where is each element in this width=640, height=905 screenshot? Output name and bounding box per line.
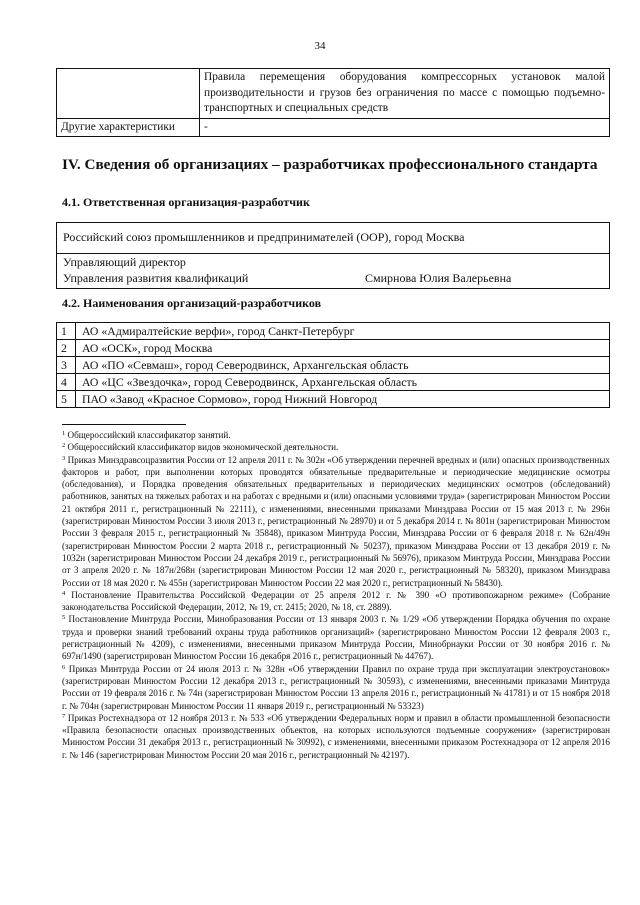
page-number: 34	[314, 40, 326, 52]
footnote-text: Приказ Минздравсоцразвития России от 12 апреля 2011 г. № 302н «Об утверждении перечней вредных и (или) опасных производственных факторов и работ, при выполнении которых проводятся обязательные предварительные и периодические медицинские осмотры (обследования), и Порядка проведения обязательных предварительных и периодических медицинских осмотров (обследований) работников, занятых на тяжелых работах и на работах с вредными и (или) опасными условиями труда» (зарегистрирован Минюстом России 21 октября 2011 г., регистрационный № 22111), с изменениями, внесенными приказами Минздрава России от 15 мая 2013 г. № 296н (зарегистрирован Минюстом России 3 июля 2013 г., регистрационный № 28970) и от 5 декабря 2014 г. № 801н (зарегистрирован Минюстом России 3 февраля 2015 г., регистрационный № 35848), приказом Минтруда России, Минздрава России от 6 февраля 2018 г. № 62н/49н (зарегистрирован Минюстом России 2 марта 2018 г., регистрационный № 50237), приказом Минздрава России от 13 декабря 2019 г. № 1032н (зарегистрирован Минюстом России 24 декабря 2019 г., регистрационный № 56976), приказом Минтруда России, Минздрава России от 3 апреля 2020 г. № 187н/268н (зарегистрирован Минюстом России 12 мая 2020 г., регистрационный № 58320), приказом Минздрава России от 18 мая 2020 г. № 455н (зарегистрирован Минюстом России 22 мая 2020 г., регистрационный № 58430).	[62, 454, 610, 588]
footnote-mark: 7	[62, 712, 66, 720]
row-number: 4	[57, 374, 76, 391]
developers-table	[56, 322, 610, 408]
row-number: 1	[57, 323, 76, 340]
table-row	[57, 374, 610, 391]
table-cell-value: Правила перемещения оборудования компрессорных установок малой производительности и грузов без ограничения по массе с помощью подъемно-транспортных и специальных средств	[200, 69, 610, 119]
organization-name: АО «Адмиралтейские верфи», город Санкт-Петербург	[76, 323, 610, 340]
table-cell-label	[57, 69, 200, 119]
responsible-person-block	[57, 254, 609, 288]
organization-name: АО «ПО «Севмаш», город Северодвинск, Архангельская область	[76, 357, 610, 374]
footnote-divider	[62, 424, 186, 425]
footnote-mark: 3	[62, 454, 66, 462]
footnote	[62, 613, 610, 662]
position-line-2: Управления развития квалификаций	[63, 270, 249, 285]
footnote-text: Общероссийский классификатор занятий.	[65, 430, 231, 440]
footnote-text: Приказ Минтруда России от 24 июля 2013 г. № 328н «Об утверждении Правил по охране труда при эксплуатации электроустановок» (зарегистрирован Минюстом России 12 декабря 2013 г., регистрационный № 30593), с изменениями, внесенными приказами Минтруда России от 19 февраля 2016 г. № 74н (зарегистрирован Минюстом России 13 апреля 2016 г., регистрационный № 41781) и от 15 ноября 2018 г. № 704н (зарегистрирован Минюстом России 11 января 2019 г., регистрационный № 53323)	[62, 663, 610, 711]
footnote-text: Постановление Минтруда России, Минобразования России от 13 января 2003 г. № 1/29 «Об утверждении Порядка обучения по охране труда и проверки знаний требований охраны труда работников организаций» (зарегистрировано Минюстом России 12 февраля 2003 г., регистрационный № 4209), с изменениями, внесенными приказом Минтруда России, Минобрнауки России от 30 ноября 2016 г. № 697н/1490 (зарегистрирован Минюстом России 16 декабря 2016 г., регистрационный № 44767).	[62, 614, 610, 662]
position-line-1: Управляющий директор	[63, 255, 186, 269]
footnote-mark: 5	[62, 614, 66, 622]
footnote	[62, 589, 610, 614]
footnote-text: Общероссийский классификатор видов экономической деятельности.	[65, 442, 339, 453]
table-row	[57, 69, 610, 119]
responsible-heading: 4.1. Ответственная организация-разработчик	[62, 195, 310, 209]
footnote-text: Постановление Правительства Российской Федерации от 25 апреля 2012 г. № 390 «О противопожарном режиме» (Собрание законодательства Российской Федерации, 2012, № 19, ст. 2415; 2020, № 18, ст. 2889).	[62, 589, 610, 613]
footnote-mark: 1	[62, 430, 66, 437]
footnote-mark: 4	[62, 589, 66, 597]
section-title: IV. Сведения об организациях – разработчиках профессионального стандарта	[62, 156, 598, 173]
table-row	[57, 323, 610, 340]
characteristics-table	[56, 68, 610, 137]
table-row	[57, 391, 610, 408]
footnotes	[62, 429, 610, 761]
row-number: 2	[57, 340, 76, 357]
table-row	[57, 340, 610, 357]
footnote-text: Приказ Ростехнадзора от 12 ноября 2013 г. № 533 «Об утверждении Федеральных норм и правил в области промышленной безопасности «Правила безопасности опасных производственных объектов, на которых используются подъемные сооружения» (зарегистрирован Минюстом России 31 декабря 2013 г., регистрационный № 30992), с изменениями, внесенными приказом Ростехнадзора от 12 апреля 2016 г. № 146 (зарегистрирован Минюстом России 20 мая 2016 г., регистрационный № 42197).	[62, 712, 610, 760]
row-number: 5	[57, 391, 76, 408]
footnote	[62, 441, 610, 453]
footnote	[62, 429, 610, 441]
organization-name: АО «ОСК», город Москва	[76, 340, 610, 357]
organization-name: ПАО «Завод «Красное Сормово», город Нижний Новгород	[76, 391, 610, 408]
footnote-mark: 6	[62, 663, 66, 671]
table-row	[57, 118, 610, 137]
footnote	[62, 663, 610, 712]
table-row	[57, 357, 610, 374]
organization-name: АО «ЦС «Звездочка», город Северодвинск, Архангельская область	[76, 374, 610, 391]
footnote	[62, 454, 610, 589]
responsible-organization-name: Российский союз промышленников и предпринимателей (ООР), город Москва	[57, 223, 609, 254]
table-cell-value: -	[200, 118, 610, 137]
row-number: 3	[57, 357, 76, 374]
developers-heading: 4.2. Наименования организаций-разработчиков	[62, 296, 322, 310]
footnote	[62, 712, 610, 761]
footnote-mark: 2	[62, 442, 66, 450]
table-cell-label: Другие характеристики	[57, 118, 200, 137]
person-name: Смирнова Юлия Валерьевна	[365, 270, 512, 285]
responsible-organization-box	[56, 222, 610, 289]
